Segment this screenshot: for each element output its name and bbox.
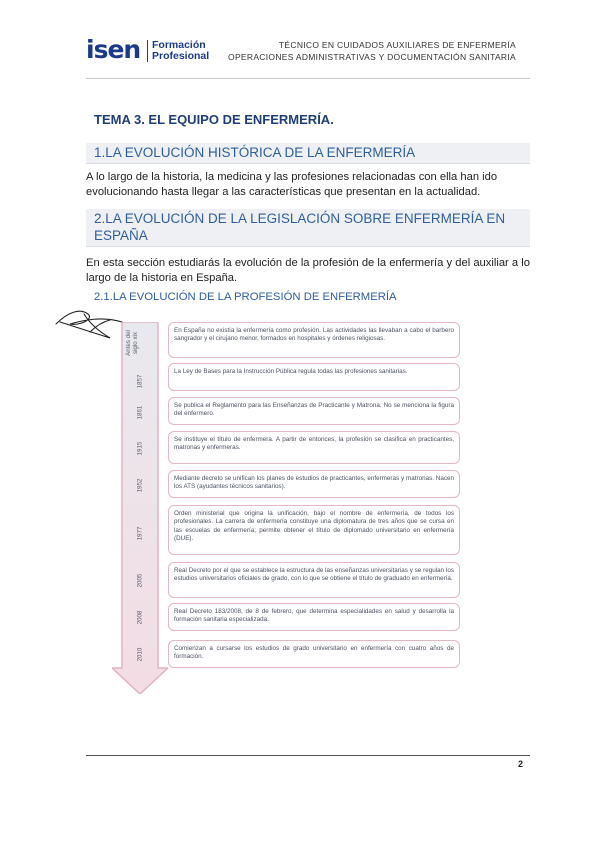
timeline-entry: Orden ministerial que origina la unificación, bajo el nombre de enfermería, de todos los profesionales. La carrera de enfermería constituye una diplomatura de tres años que se cursa en las escuelas de enfermería; permite obtener el título de diplomado universitario en enfermería (DUE). — [168, 505, 460, 555]
header-module-title: OPERACIONES ADMINISTRATIVAS Y DOCUMENTACIÓN SANITARIA — [228, 52, 516, 62]
section-1-heading: 1.LA EVOLUCIÓN HISTÓRICA DE LA ENFERMERÍA — [94, 145, 416, 160]
logo-line-1: Formación — [152, 39, 206, 51]
logo-line-2: Profesional — [152, 50, 210, 62]
timeline-date: Antes del siglo xix — [125, 330, 139, 356]
timeline-entry: En España no existía la enfermería como profesión. Las actividades las llevaban a cabo el barbero sangrador y el cirujano menor, formados en hospitales y órdenes religiosas. — [168, 322, 460, 358]
section-2-paragraph: En esta sección estudiarás la evolución de la profesión de la enfermería y del auxiliar a lo largo de la historia en España. — [86, 257, 530, 284]
timeline-date: 2005 — [136, 573, 144, 588]
logo-separator — [147, 40, 148, 62]
timeline-entry: Mediante decreto se unifican los planes de estudios de practicantes, enfermeras y matronas. Nacen los ATS (ayudantes técnicos sanitarios). — [168, 470, 460, 498]
page-number: 2 — [518, 759, 524, 769]
timeline-entry: Real Decreto por el que se establece la estructura de las enseñanzas universitarias y se regulan los estudios universitarios oficiales de grado, con lo que se obtiene el título de graduado en enfermería. — [168, 562, 460, 598]
page-title: TEMA 3. EL EQUIPO DE ENFERMERÍA. — [94, 112, 334, 127]
timeline-date: 1952 — [136, 478, 144, 493]
header-course-title: TÉCNICO EN CUIDADOS AUXILIARES DE ENFERMERÍA — [278, 40, 516, 50]
logo-wordmark: isen — [86, 35, 141, 64]
timeline-entry: Se instituye el título de enfermera. A partir de entonces, la profesión se clasifica en practicantes, matronas y enfermeras. — [168, 431, 460, 464]
isen-logo — [86, 36, 216, 66]
timeline-entry: Comienzan a cursarse los estudios de grado universitario en enfermería con cuatro años de formación. — [168, 640, 460, 668]
header-divider — [86, 78, 530, 79]
timeline-entry: Real Decreto 183/2008, de 8 de febrero, que determina especialidades en salud y desarrolla la formación sanitaria especializada. — [168, 603, 460, 631]
timeline-date: 1915 — [136, 441, 144, 456]
timeline-entry: Se publica el Reglamento para las Enseñanzas de Practicante y Matrona. No se menciona la figura del enfermero. — [168, 397, 460, 425]
timeline-entry: La Ley de Bases para la Instrucción Pública regula todas las profesiones sanitarias. — [168, 363, 460, 391]
section-2-heading: 2.LA EVOLUCIÓN DE LA LEGISLACIÓN SOBRE ENFERMERÍA EN ESPAÑA — [94, 211, 506, 243]
timeline-date: 2010 — [136, 647, 144, 662]
timeline-date: 1977 — [136, 526, 144, 541]
timeline-date: 1861 — [136, 405, 144, 420]
section-1-paragraph: A lo largo de la historia, la medicina y las profesiones relacionadas con ella han ido evolucionando hasta llegar a las características que presentan en la actualidad. — [86, 171, 498, 198]
footer-divider — [86, 755, 530, 756]
timeline-date: 2008 — [136, 610, 144, 625]
timeline-date: 1857 — [136, 374, 144, 389]
subsection-heading: 2.1.LA EVOLUCIÓN DE LA PROFESIÓN DE ENFERMERÍA — [94, 291, 397, 303]
